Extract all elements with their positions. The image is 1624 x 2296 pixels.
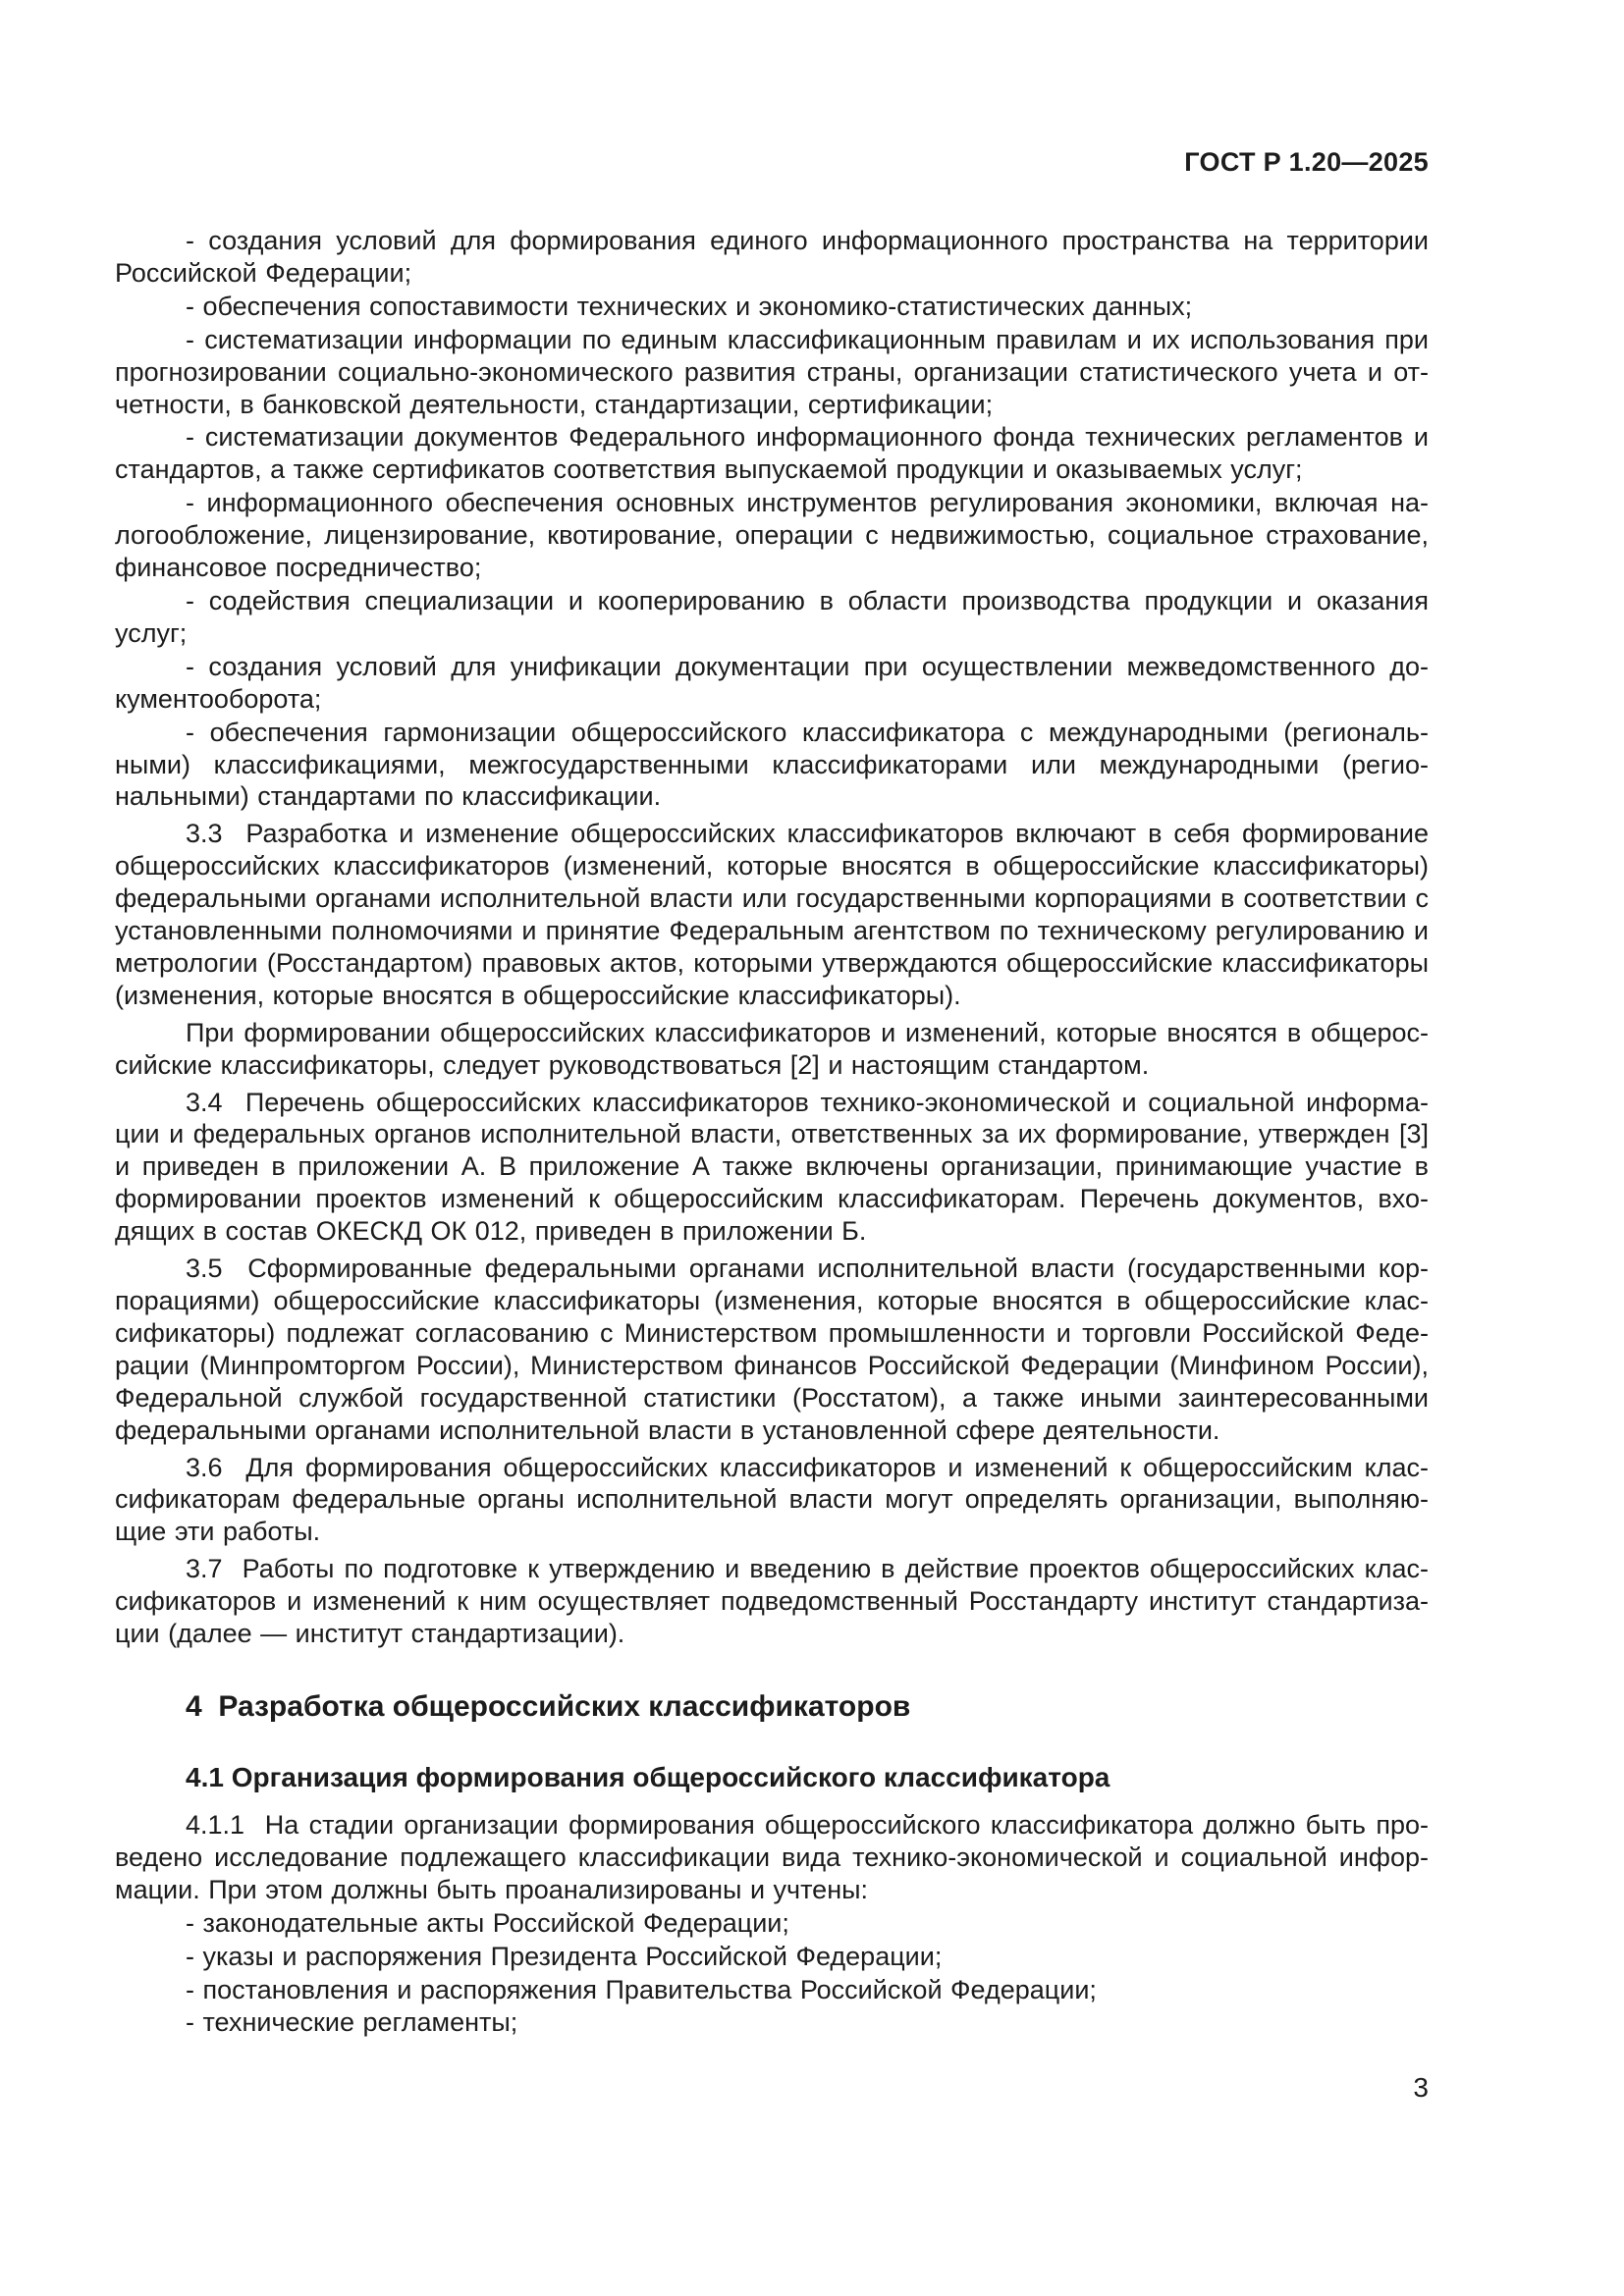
clause-3-7: 3.7 Работы по подготовке к утверждению и введению в действие проектов общероссийских классификаторов и изменений к ним осуществляет подведомственный Росстандарту институт стандартизации (далее — институт стандартизации).	[115, 1554, 1429, 1649]
page-header	[115, 147, 1429, 178]
page-body	[115, 225, 1429, 2039]
bullet-paragraph: - технические регламенты;	[186, 2007, 518, 2038]
page-number: 3	[1413, 2072, 1429, 2103]
clause-3-5: 3.5 Сформированные федеральными органами исполнительной власти (государственными корпорациями) общероссийские классификаторы (изменения, которые вносятся в общероссийские классификаторы) подлежат согласованию с Министерством промышленности и торговли Российской Федерации (Минпромторгом России), Министерством финансов Российской Федерации (Минфином России), Федеральной службой государственной статистики (Росстатом), а также иными заинтересованными федеральными органами исполнительной власти в установленной сфере деятельности.	[115, 1254, 1429, 1445]
section-4-1-heading: 4.1 Организация формирования общероссийского классификатора	[186, 1761, 1110, 1792]
section-4-heading: 4 Разработка общероссийских классификаторов	[186, 1689, 911, 1723]
clause-3-6: 3.6 Для формирования общероссийских классификаторов и изменений к общероссийским классификаторам федеральные органы исполнительной власти могут определять организации, выполняющие эти работы.	[115, 1452, 1429, 1547]
bullet-paragraph: - систематизации информации по единым классификационным правилам и их использования при прогнозировании социально-экономического развития страны, организации статистического учета и отчетности, в банковской деятельности, стандартизации, сертификации;	[115, 324, 1429, 419]
bullet-paragraph: - обеспечения сопоставимости технических и экономико-статистических данных;	[186, 291, 1193, 321]
bullet-paragraph: - создания условий для формирования единого информационного пространства на территории Российской Федерации;	[115, 226, 1429, 288]
bullet-paragraph: - указы и распоряжения Президента Российской Федерации;	[186, 1941, 943, 1971]
bullet-paragraph: - содействия специализации и кооперированию в области производства продукции и оказания услуг;	[115, 585, 1429, 648]
bullet-paragraph: - обеспечения гармонизации общероссийского классификатора с международными (региональными) классификациями, межгосударственными классификаторами или международными (региональными) стандартами по классификации.	[115, 717, 1429, 812]
clause-3-4: 3.4 Перечень общероссийских классификаторов технико-экономической и социальной информации и федеральных органов исполнительной власти, ответственных за их формирование, утвержден [3] и приведен в приложении А. В приложение А также включены организации, принимающие участие в формировании проектов изменений к общероссийским классификаторам. Перечень документов, входящих в состав ОКЕСКД ОК 012, приведен в приложении Б.	[115, 1087, 1429, 1247]
clause-4-1-1: 4.1.1 На стадии организации формирования общероссийского классификатора должно быть проведено исследование подлежащего классификации вида технико-экономической и социальной информации. При этом должны быть проанализированы и учтены:	[115, 1809, 1429, 1904]
clause-3-3: 3.3 Разработка и изменение общероссийских классификаторов включают в себя формирование общероссийских классификаторов (изменений, которые вносятся в общероссийские классификаторы) федеральными органами исполнительной власти или государственными корпорациями в соответствии с установленными полномочиями и принятие Федеральным агентством по техническому регулированию и метрологии (Росстандартом) правовых актов, которыми утверждаются общероссийские классификаторы (изменения, которые вносятся в общероссийские классификаторы).	[115, 819, 1429, 1010]
bullet-paragraph: - информационного обеспечения основных инструментов регулирования экономики, включая налогообложение, лицензирование, квотирование, операции с недвижимостью, социальное страхование, финансовое посредничество;	[115, 488, 1429, 583]
clause-3-3-continuation: При формировании общероссийских классификаторов и изменений, которые вносятся в общероссийские классификаторы, следует руководствоваться [2] и настоящим стандартом.	[115, 1017, 1429, 1080]
bullet-paragraph: - постановления и распоряжения Правительства Российской Федерации;	[186, 1974, 1097, 2004]
bullet-paragraph: - создания условий для унификации документации при осуществлении межведомственного документооборота;	[115, 651, 1429, 714]
bullet-paragraph: - законодательные акты Российской Федерации;	[186, 1907, 789, 1938]
doc-number: ГОСТ Р 1.20—2025	[1184, 147, 1429, 177]
bullet-paragraph: - систематизации документов Федерального информационного фонда технических регламентов и стандартов, а также сертификатов соответствия выпускаемой продукции и оказываемых услуг;	[115, 422, 1429, 485]
